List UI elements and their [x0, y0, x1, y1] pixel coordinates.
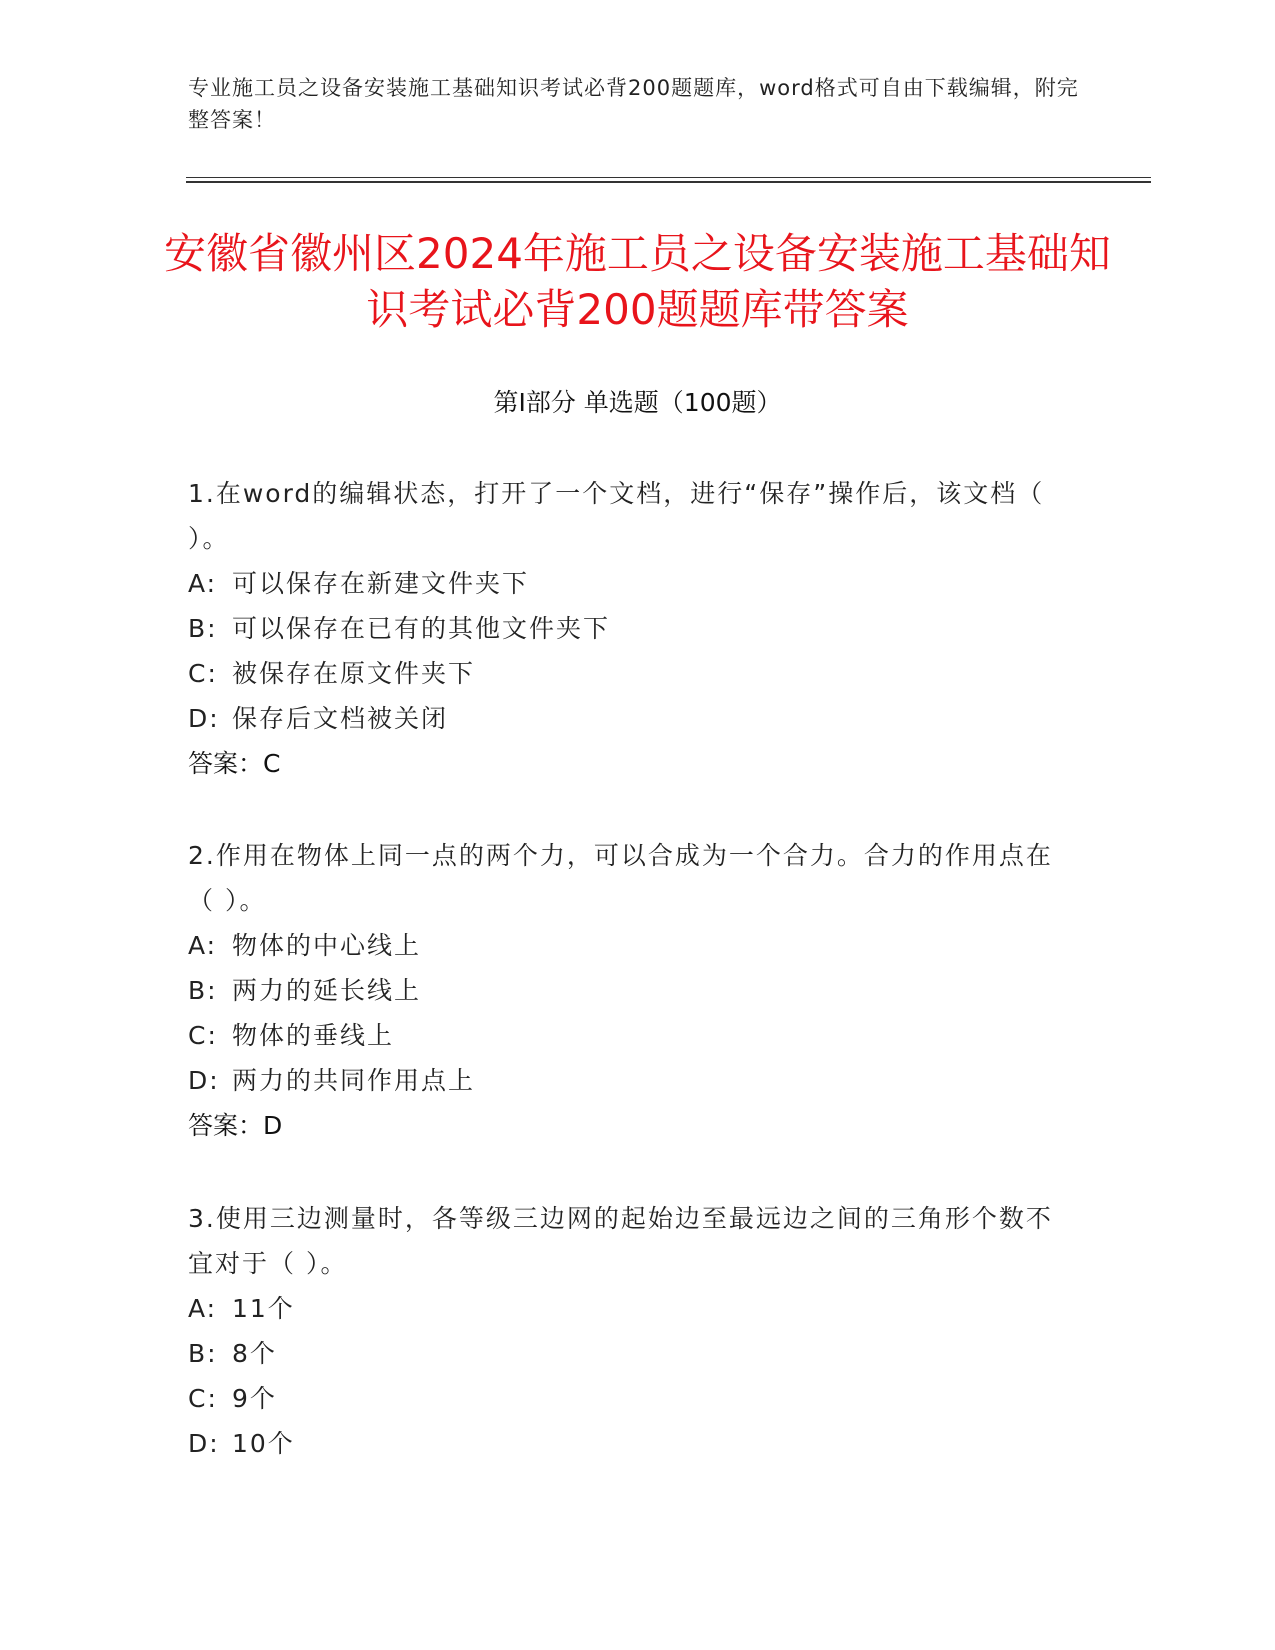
option-c	[188, 1376, 1068, 1421]
option-key: B:	[188, 614, 218, 643]
option-b	[188, 606, 1068, 651]
option-key: B:	[188, 1339, 218, 1368]
option-text: 10个	[232, 1429, 295, 1458]
header-divider-thin	[186, 177, 1151, 178]
question-block	[188, 471, 1068, 786]
option-a	[188, 1286, 1068, 1331]
answer-label: 答案：	[188, 1111, 264, 1140]
option-text: 11个	[232, 1294, 295, 1323]
answer-value: D	[263, 1111, 283, 1140]
option-text: 8个	[232, 1339, 277, 1368]
option-a	[188, 561, 1068, 606]
option-text: 保存后文档被关闭	[232, 704, 449, 733]
question-block	[188, 1196, 1068, 1466]
option-key: D:	[188, 1429, 220, 1458]
answer-label: 答案：	[188, 749, 264, 778]
question-block	[188, 833, 1068, 1148]
option-c	[188, 1013, 1068, 1058]
option-d	[188, 1421, 1068, 1466]
option-key: D:	[188, 1066, 220, 1095]
option-b	[188, 1331, 1068, 1376]
option-key: D:	[188, 704, 220, 733]
option-text: 物体的中心线上	[232, 931, 422, 960]
option-key: A:	[188, 1294, 218, 1323]
answer-line	[188, 1103, 1068, 1148]
option-d	[188, 1058, 1068, 1103]
option-text: 两力的延长线上	[232, 976, 422, 1005]
option-key: B:	[188, 976, 218, 1005]
answer-value: C	[263, 749, 281, 778]
option-d	[188, 696, 1068, 741]
answer-line	[188, 741, 1068, 786]
option-key: C:	[188, 1021, 218, 1050]
option-a	[188, 923, 1068, 968]
option-b	[188, 968, 1068, 1013]
option-text: 物体的垂线上	[232, 1021, 395, 1050]
document-title: 安徽省徽州区2024年施工员之设备安装施工基础知识考试必背200题题库带答案	[164, 229, 1111, 334]
question-stem: 1.在word的编辑状态，打开了一个文档，进行“保存”操作后，该文档（ ）。	[188, 479, 1045, 553]
option-text: 可以保存在已有的其他文件夹下	[232, 614, 611, 643]
header-note: 专业施工员之设备安装施工基础知识考试必背200题题库，word格式可自由下载编辑，附完整答案！	[188, 76, 1079, 132]
option-text: 被保存在原文件夹下	[232, 659, 476, 688]
option-c	[188, 651, 1068, 696]
option-text: 可以保存在新建文件夹下	[232, 569, 530, 598]
option-key: A:	[188, 931, 218, 960]
question-stem: 2.作用在物体上同一点的两个力，可以合成为一个合力。合力的作用点在（ ）。	[188, 841, 1053, 915]
option-key: A:	[188, 569, 218, 598]
option-text: 9个	[232, 1384, 277, 1413]
question-stem: 3.使用三边测量时，各等级三边网的起始边至最远边之间的三角形个数不宜对于（ ）。	[188, 1204, 1053, 1278]
section-heading: 第Ⅰ部分 单选题（100题）	[493, 388, 782, 417]
option-key: C:	[188, 659, 218, 688]
option-text: 两力的共同作用点上	[232, 1066, 476, 1095]
option-key: C:	[188, 1384, 218, 1413]
header-divider-thick	[186, 181, 1151, 183]
